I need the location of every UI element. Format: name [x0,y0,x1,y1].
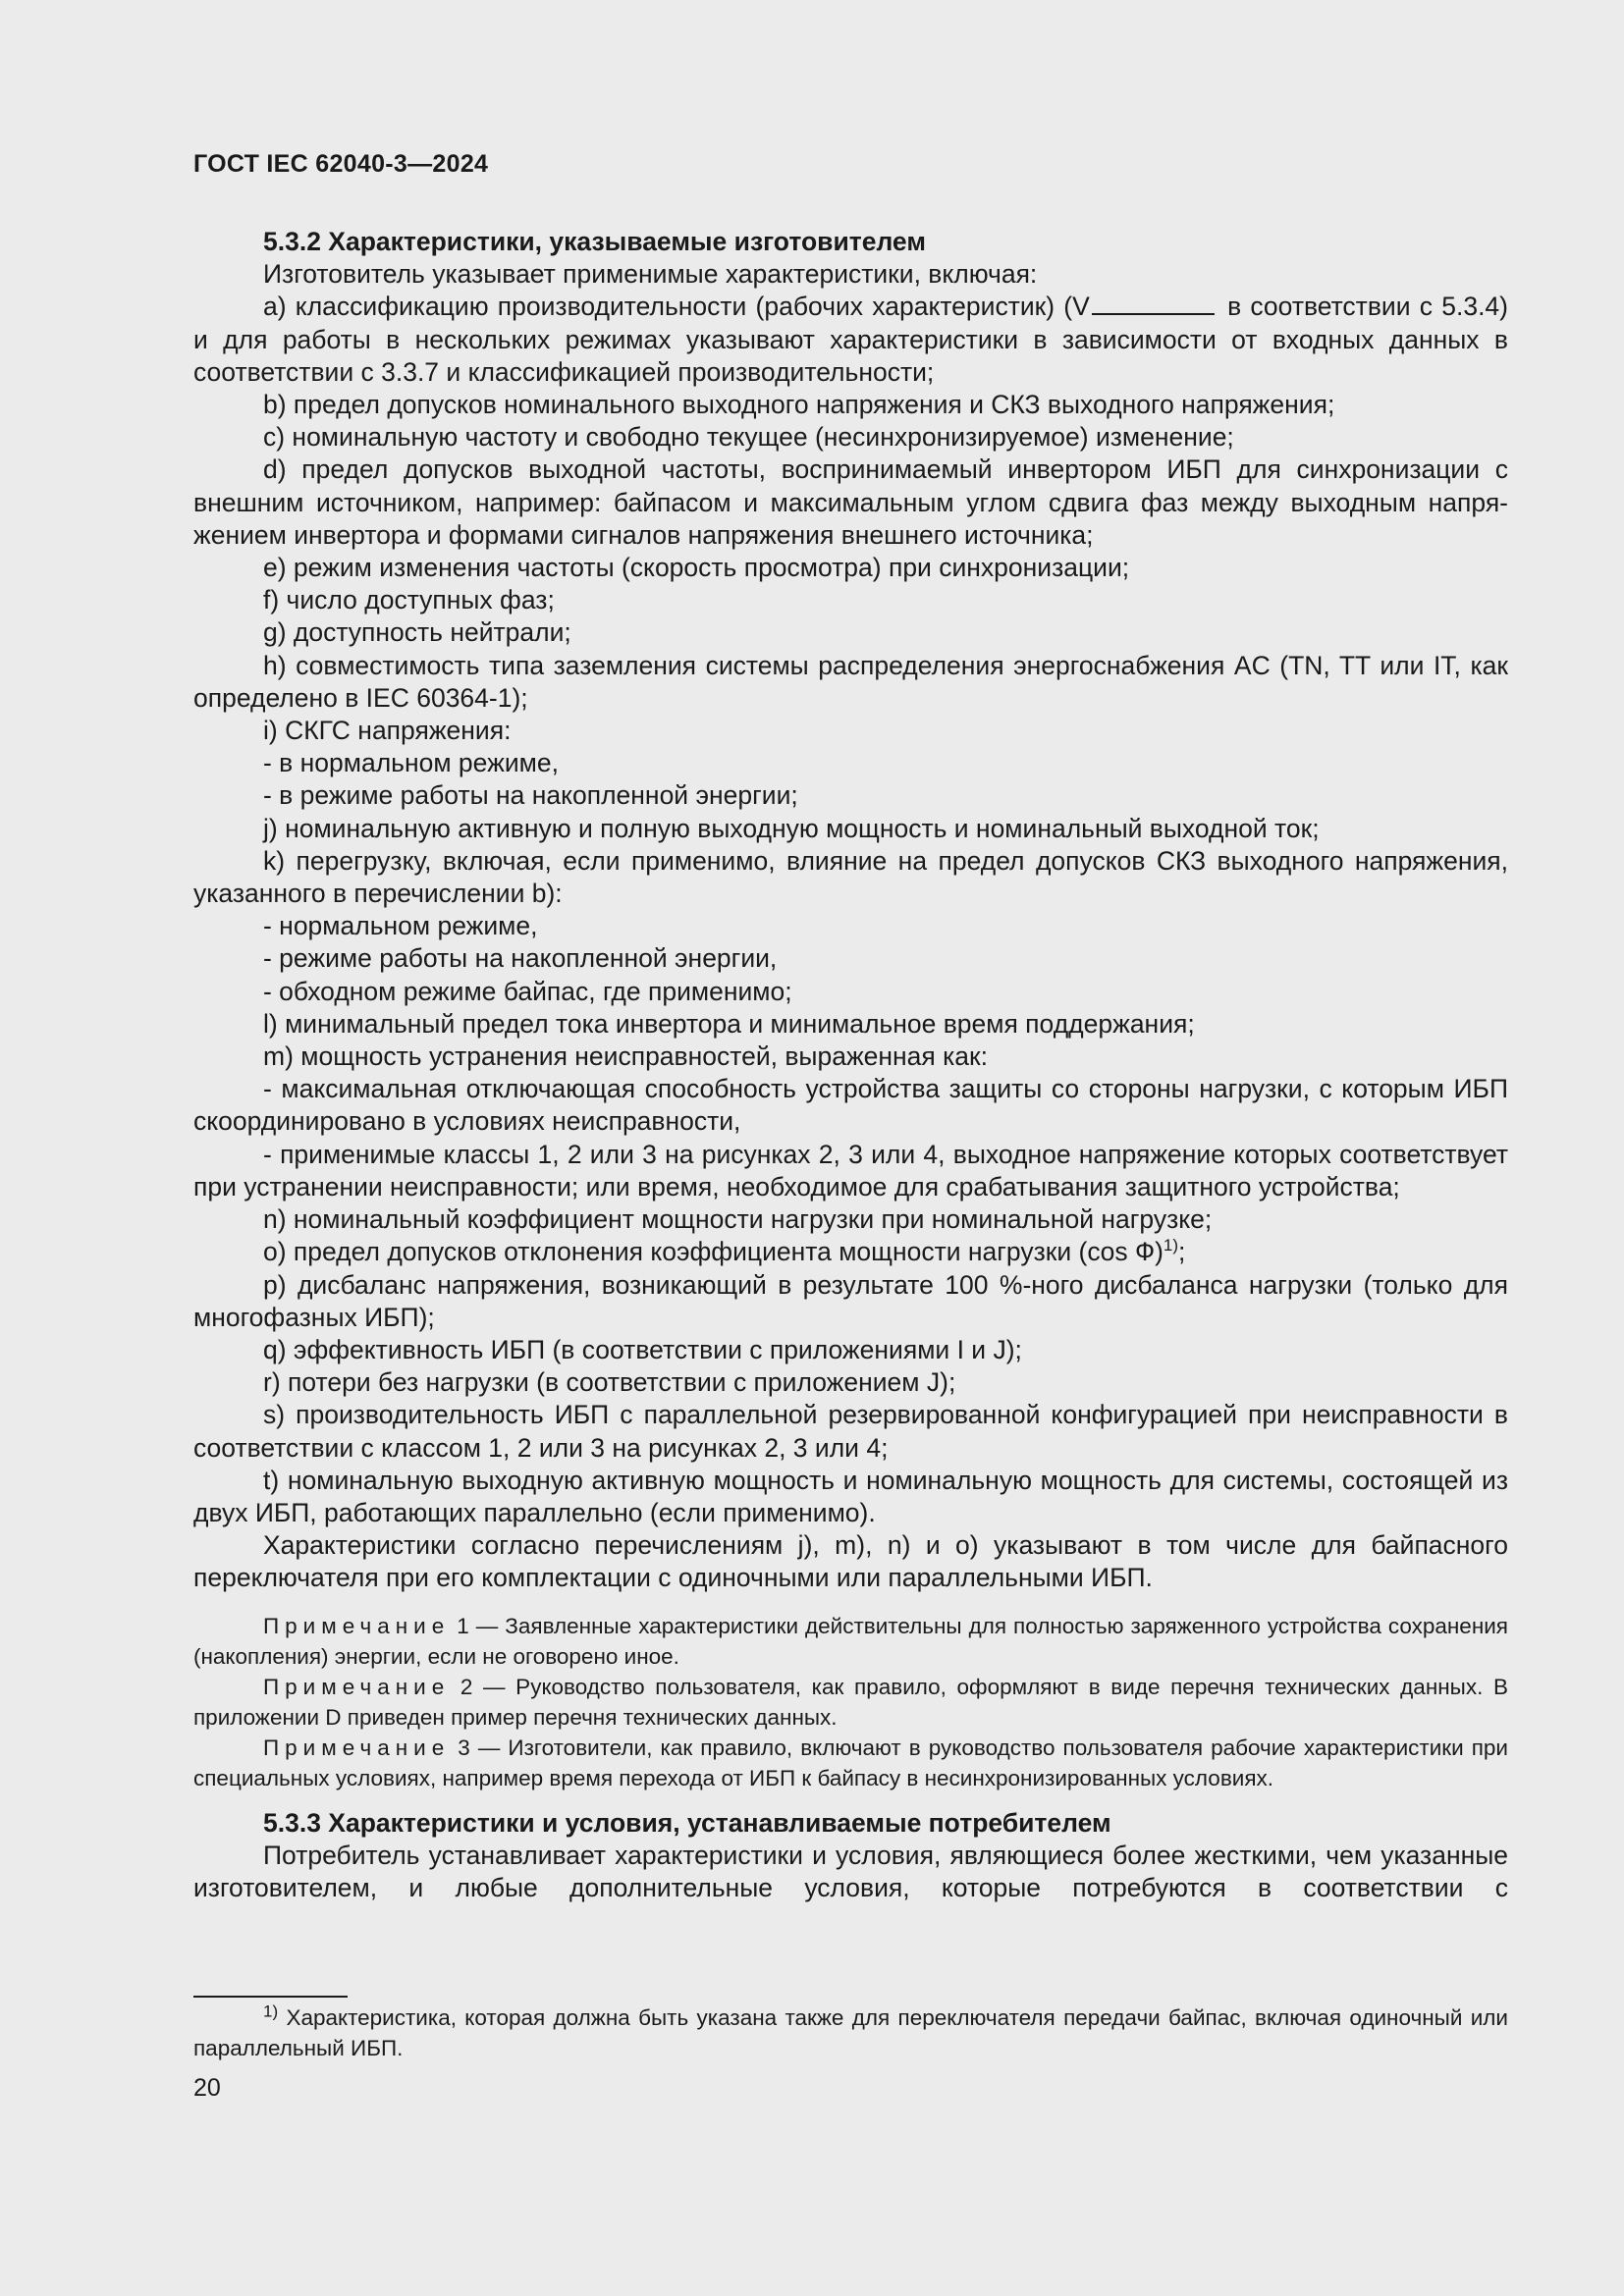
footnote-text: Характеристика, которая должна быть указана также для переключателя передачи байпас, включая одиночный или параллельный ИБП. [193,2005,1508,2060]
list-item-s: s) производительность ИБП с параллельной резервированной конфигурацией при неисправности в соответствии с классом 1, 2 или 3 на рисунках 2, 3 или 4; [193,1400,1508,1463]
section-5-3-3-heading: 5.3.3 Характеристики и условия, устанавливаемые потребителем [263,1807,1111,1838]
list-subitem: - в режиме работы на накопленной энергии; [263,780,798,811]
list-subitem: - в нормальном режиме, [263,748,559,778]
list-item-k: k) перегрузку, включая, если применимо, влияние на предел допусков СКЗ выходного напряжения, указанного в перечислении b): [193,845,1508,909]
list-subitem: - обходном режиме байпас, где применимо; [263,976,792,1006]
footnote [193,2002,1508,2063]
page-number: 20 [193,2074,221,2102]
list-item-f: f) число доступных фаз; [263,585,555,615]
list-item-m: m) мощность устранения неисправностей, выраженная как: [263,1041,989,1072]
list-item-o: o) предел допусков отклонения коэффициента мощности нагрузки (cos Ф)$^{1)}$; [263,1236,1186,1267]
document-header: ГОСТ IEC 62040-3—2024 [193,150,489,178]
list-item-g: g) доступность нейтрали; [263,617,571,648]
list-item-l: l) минимальный предел тока инвертора и минимальное время поддержания; [263,1008,1195,1039]
list-item-d: d) предел допусков выходной частоты, воспринимаемый инвертором ИБП для синхронизации с внешним источником, например: байпасом и максимальным углом сдвига фаз между выходным напряжением инвертора и формами сигналов напряжения внешнего источника; [193,454,1508,550]
note-3: Примечание 3 — Изготовители, как правило, включают в руководство пользователя рабочие характеристики при специальных условиях, например время перехода от ИБП к байпасу в несинхронизированных условиях. [193,1735,1508,1790]
list-item-h: h) совместимость типа заземления системы распределения энергоснабжения AC (TN, TT или IT, как определено в IEC 60364-1); [193,650,1508,713]
body-text [193,226,1508,1904]
section-5-3-3-text: Потребитель устанавливает характеристики и условия, являющиеся более жесткими, чем указанные изготовителем, и любые дополнительные условия, которые потребуются в соответствии с [193,1840,1508,1902]
section-5-3-2-heading: 5.3.2 Характеристики, указываемые изготовителем [263,227,926,256]
list-item-p: p) дисбаланс напряжения, возникающий в результате 100 %-ного дисбаланса нагрузки (только для многофазных ИБП); [193,1269,1508,1332]
list-item-n: n) номинальный коэффициент мощности нагрузки при номинальной нагрузке; [263,1204,1213,1235]
list-item-r: r) потери без нагрузки (в соответствии с приложением J); [263,1367,956,1398]
footnote-separator [193,1996,348,1998]
notes-block [193,1611,1508,1793]
list-item-j: j) номинальную активную и полную выходную мощность и номинальный выходной ток; [263,813,1320,843]
note-2: Примечание 2 — Руководство пользователя, как правило, оформляют в виде перечня технических данных. В приложении D приведен пример перечня технических данных. [193,1674,1508,1730]
closing-paragraph: Характеристики согласно перечислениям j), m), n) и o) указывают в том числе для байпасного переключателя при его комплектации с одиночными или параллельными ИБП. [193,1530,1508,1593]
list-item-t: t) номинальную выходную активную мощность и номинальную мощность для системы, состоящей из двух ИБП, работающих параллельно (если применимо). [193,1465,1508,1527]
list-subitem: - применимые классы 1, 2 или 3 на рисунках 2, 3 или 4, выходное напряжение которых соответствует при устранении неисправности; или время, необходимое для срабатывания защитного устройства; [193,1139,1508,1201]
list-item-b: b) предел допусков номинального выходного напряжения и СКЗ выходного напряжения; [263,390,1335,420]
footnote-mark: 1) [263,2002,279,2021]
section-5-3-3 [193,1807,1508,1905]
list-item-e: e) режим изменения частоты (скорость просмотра) при синхронизации; [263,553,1130,583]
list-item-a: a) классификацию производительности (рабочих характеристик) (V в соответствии с 5.3.4) и для работы в нескольких режимах указывают характеристики в зависимости от входных данных в соответствии с 3.3.7 и классификацией производительности; [193,292,1508,387]
list-subitem: - нормальном режиме, [263,911,538,941]
note-1: Примечание 1 — Заявленные характеристики действительны для полностью заряженного устройства сохранения (накопления) энергии, если не оговорено иное. [193,1613,1508,1669]
list-item-i: i) СКГС напряжения: [263,716,512,746]
blank-fill-line [1092,294,1215,315]
list-subitem: - максимальная отключающая способность устройства защиты со стороны нагрузки, с которым ИБП скоординировано в условиях неисправности, [193,1074,1508,1137]
intro-paragraph: Изготовитель указывает применимые характеристики, включая: [263,259,1038,290]
list-subitem: - режиме работы на накопленной энергии, [263,943,778,974]
list-item-c: c) номинальную частоту и свободно текущее (несинхронизируемое) изменение; [263,422,1234,453]
list-item-q: q) эффективность ИБП (в соответствии с приложениями I и J); [263,1334,1022,1364]
footnote-ref: 1) [1163,1236,1179,1255]
